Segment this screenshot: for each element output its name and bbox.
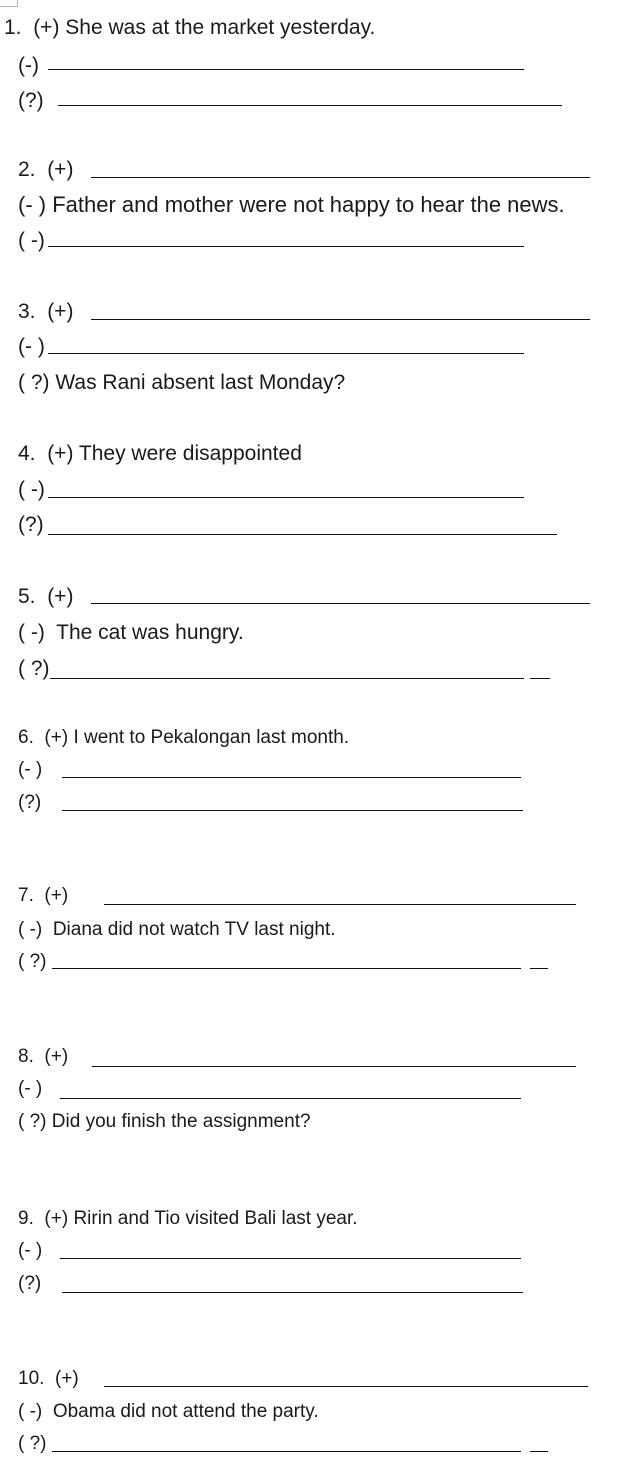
exercise-3-negative: (- ) bbox=[18, 335, 45, 358]
exercise-3-positive: 3. (+) bbox=[18, 300, 74, 323]
exercise-10-negative: ( -) Obama did not attend the party. bbox=[18, 1401, 319, 1422]
answer-blank bbox=[62, 777, 521, 778]
answer-blank bbox=[48, 534, 557, 535]
exercise-5-positive: 5. (+) bbox=[18, 585, 74, 608]
page-corner-mark bbox=[0, 0, 18, 7]
exercise-1-positive: 1. (+) She was at the market yesterday. bbox=[4, 16, 376, 39]
exercise-8-negative: (- ) bbox=[18, 1078, 43, 1099]
exercise-1-negative: (-) bbox=[18, 54, 39, 77]
answer-blank bbox=[58, 105, 562, 106]
exercise-2-positive: 2. (+) bbox=[18, 158, 74, 181]
answer-blank bbox=[91, 177, 590, 178]
answer-blank-tail bbox=[530, 678, 550, 679]
answer-blank-tail bbox=[530, 1451, 548, 1452]
exercise-5-question: ( ?) bbox=[18, 657, 50, 680]
exercise-7-question: ( ?) bbox=[18, 951, 47, 972]
exercise-7-positive: 7. (+) bbox=[18, 885, 69, 906]
answer-blank bbox=[52, 1451, 521, 1452]
exercise-9-negative: (- ) bbox=[18, 1240, 43, 1261]
answer-blank bbox=[104, 904, 576, 905]
exercise-10-positive: 10. (+) bbox=[18, 1368, 79, 1389]
answer-blank bbox=[50, 678, 524, 679]
exercise-4-negative: ( -) bbox=[18, 478, 45, 501]
answer-blank-tail bbox=[530, 968, 548, 969]
exercise-1-question: (?) bbox=[18, 89, 44, 112]
exercise-3-question: ( ?) Was Rani absent last Monday? bbox=[18, 371, 346, 394]
exercise-5-negative: ( -) The cat was hungry. bbox=[18, 621, 244, 644]
exercise-6-positive: 6. (+) I went to Pekalongan last month. bbox=[18, 727, 350, 748]
answer-blank bbox=[48, 353, 524, 354]
answer-blank bbox=[62, 810, 523, 811]
exercise-4-positive: 4. (+) They were disappointed bbox=[18, 442, 302, 465]
exercise-8-positive: 8. (+) bbox=[18, 1046, 69, 1067]
answer-blank bbox=[62, 1292, 523, 1293]
answer-blank bbox=[48, 69, 524, 70]
answer-blank bbox=[48, 497, 524, 498]
exercise-10-question: ( ?) bbox=[18, 1433, 47, 1454]
answer-blank bbox=[48, 246, 524, 247]
answer-blank bbox=[60, 1258, 521, 1259]
answer-blank bbox=[92, 1066, 576, 1067]
answer-blank bbox=[91, 319, 590, 320]
exercise-7-negative: ( -) Diana did not watch TV last night. bbox=[18, 919, 336, 940]
exercise-9-question: (?) bbox=[18, 1273, 42, 1294]
answer-blank bbox=[104, 1386, 588, 1387]
exercise-6-question: (?) bbox=[18, 792, 42, 813]
exercise-8-question: ( ?) Did you finish the assignment? bbox=[18, 1111, 311, 1132]
exercise-4-question: (?) bbox=[18, 513, 44, 536]
answer-blank bbox=[60, 1098, 521, 1099]
exercise-2-negative: (- ) Father and mother were not happy to hear the news. bbox=[18, 192, 565, 217]
exercise-2-question: ( -) bbox=[18, 229, 45, 252]
answer-blank bbox=[52, 968, 521, 969]
answer-blank bbox=[91, 603, 590, 604]
exercise-6-negative: (- ) bbox=[18, 759, 43, 780]
exercise-9-positive: 9. (+) Ririn and Tio visited Bali last year. bbox=[18, 1208, 358, 1229]
